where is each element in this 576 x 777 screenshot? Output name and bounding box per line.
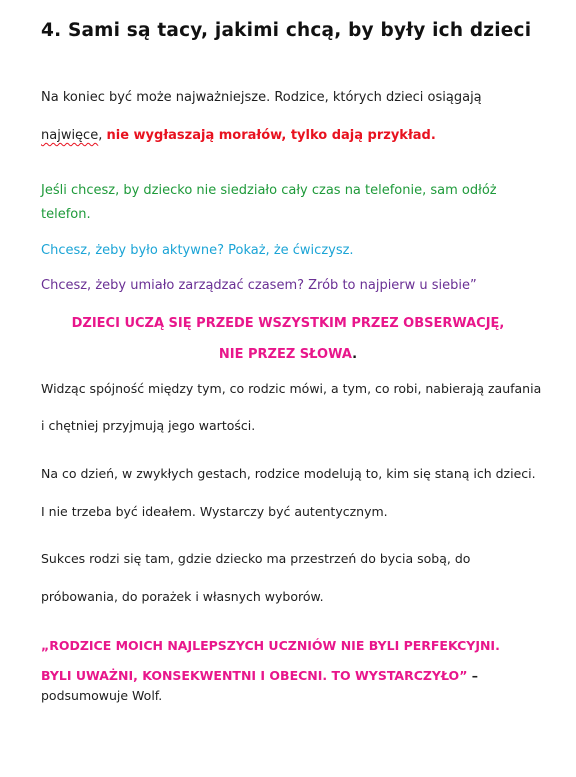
paragraph-2-line-2: i chętniej przyjmują jego wartości. bbox=[41, 418, 256, 433]
red-emphasis-text: nie wygłaszają morałów, tylko dają przykład bbox=[106, 128, 431, 143]
paragraph-3-line-2: I nie trzeba być ideałem. Wystarczy być autentycznym. bbox=[41, 504, 388, 519]
headline-period: . bbox=[352, 347, 358, 362]
purple-line: Chcesz, żeby umiało zarządzać czasem? Zrób to najpierw u siebie” bbox=[41, 278, 477, 293]
quote-line-1: „RODZICE MOICH NAJLEPSZYCH UCZNIÓW NIE BYLI PERFEKCYJNI. bbox=[41, 638, 500, 653]
quote-line-2-text: BYLI UWAŻNI, KONSEKWENTNI I OBECNI. TO WYSTARCZYŁO” bbox=[41, 668, 468, 683]
paragraph-4-line-1: Sukces rodzi się tam, gdzie dziecko ma przestrzeń do bycia sobą, do bbox=[41, 551, 471, 566]
paragraph-3-line-1: Na co dzień, w zwykłych gestach, rodzice modelują to, kim się staną ich dzieci. bbox=[41, 466, 536, 481]
paragraph-2-line-1: Widząc spójność między tym, co rodzic mówi, a tym, co robi, nabierają zaufania bbox=[41, 381, 542, 396]
page-title: 4. Sami są tacy, jakimi chcą, by były ich dzieci bbox=[41, 20, 532, 41]
comma-separator: , bbox=[98, 128, 107, 143]
headline-line-2-text: NIE PRZEZ SŁOWA bbox=[218, 347, 353, 362]
green-line-1: Jeśli chcesz, by dziecko nie siedziało cały czas na telefonie, sam odłóż bbox=[41, 183, 497, 198]
paragraph-4-line-2: próbowania, do porażek i własnych wyborów. bbox=[41, 589, 324, 604]
headline-line-1: DZIECI UCZĄ SIĘ PRZEDE WSZYSTKIM PRZEZ OBSERWACJĘ, bbox=[71, 316, 505, 331]
green-line-2: telefon. bbox=[41, 207, 91, 222]
quote-line-2 bbox=[41, 668, 478, 683]
quote-attribution: podsumowuje Wolf. bbox=[41, 688, 163, 703]
red-period: . bbox=[430, 128, 436, 143]
paragraph-intro-line-2 bbox=[41, 128, 436, 143]
blue-line: Chcesz, żeby było aktywne? Pokaż, że ćwiczysz. bbox=[41, 243, 354, 258]
headline-line-2 bbox=[0, 347, 576, 362]
paragraph-intro-line-1: Na koniec być może najważniejsze. Rodzice, których dzieci osiągają bbox=[41, 90, 482, 105]
misspelled-word: najwięce bbox=[41, 128, 99, 143]
quote-dash: – bbox=[467, 668, 479, 683]
